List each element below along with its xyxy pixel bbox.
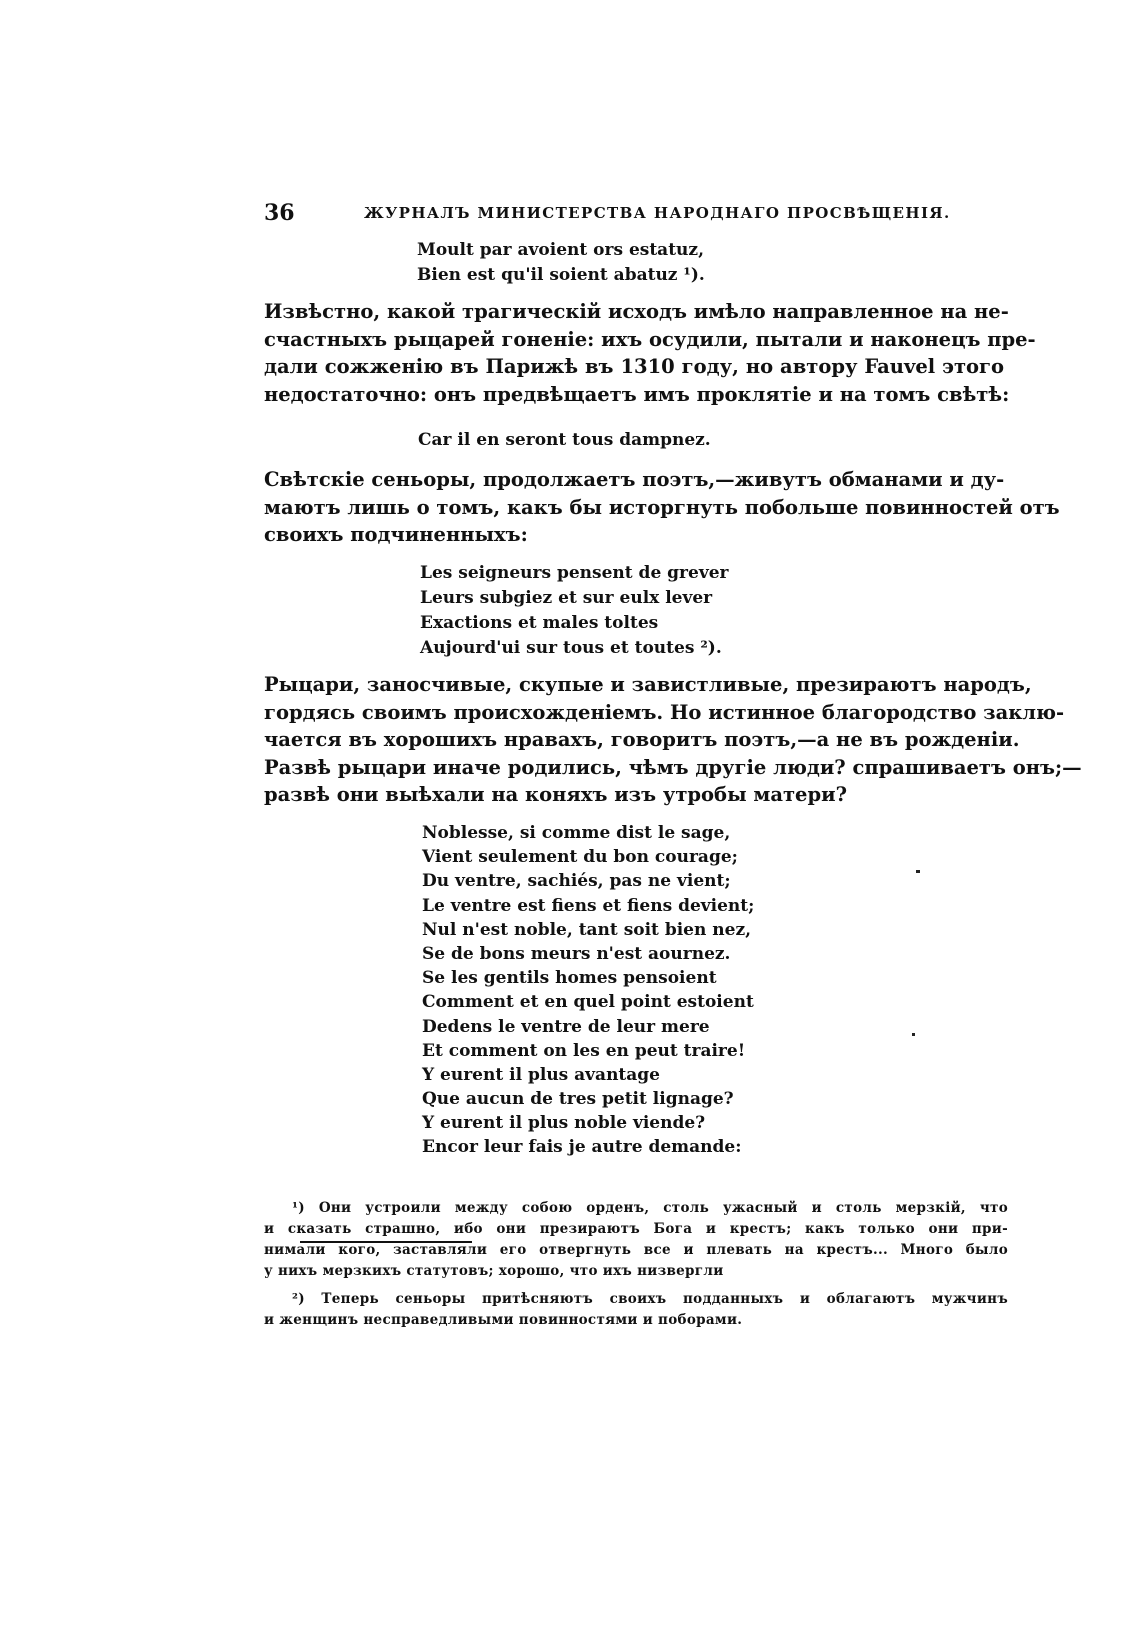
paragraph-line: Извѣстно, какой трагическій исходъ имѣло направленное на не- xyxy=(264,300,1009,323)
verse-line: Du ventre, sachiés, pas ne vient; xyxy=(422,871,731,892)
verse-line: Noblesse, si comme dist le sage, xyxy=(422,823,731,843)
footnote-line: ²) Теперь сеньоры притѣсняютъ своихъ подданныхъ и облагаютъ мужчинъ xyxy=(292,1291,1008,1307)
verse-block-1 xyxy=(417,238,705,288)
footnote-1 xyxy=(264,1198,1008,1282)
footnote-line: и женщинъ несправедливыми повинностями и поборами. xyxy=(264,1312,743,1328)
verse-block-4 xyxy=(422,821,754,1160)
verse-line: Bien est qu'il soient abatuz ¹). xyxy=(417,265,705,285)
paragraph-line: дали сожженію въ Парижѣ въ 1310 году, но автору Fauvel этого xyxy=(264,355,1004,378)
paragraph-line: развѣ они выѣхали на коняхъ изъ утробы матери? xyxy=(264,783,847,806)
verse-line: Le ventre est fiens et fiens devient; xyxy=(422,895,755,916)
verse-line: Se de bons meurs n'est aournez. xyxy=(422,943,731,964)
verse-line: Exactions et males toltes xyxy=(420,613,659,633)
paragraph-line: Свѣтскіе сеньоры, продолжаетъ поэтъ,—живутъ обманами и ду- xyxy=(264,468,1005,491)
verse-line: Y eurent il plus noble viende? xyxy=(422,1113,706,1134)
paragraph-line: недостаточно: онъ предвѣщаетъ имъ проклятіе и на томъ свѣтѣ: xyxy=(264,382,1010,406)
verse-line: Que aucun de tres petit lignage? xyxy=(422,1089,734,1110)
verse-line: Comment et en quel point estoient xyxy=(422,992,754,1013)
verse-line: Les seigneurs pensent de grever xyxy=(420,563,729,583)
paragraph-line: гордясь своимъ происхожденіемъ. Но истинное благородство заклю- xyxy=(264,700,1065,724)
paragraph-line: своихъ подчиненныхъ: xyxy=(264,523,528,546)
verse-line: Aujourd'ui sur tous et toutes ²). xyxy=(420,638,722,658)
paragraph-3 xyxy=(264,671,1082,809)
footnote-line: нимали кого, заставляли его отвергнуть все и плевать на крестъ... Много было xyxy=(264,1242,1008,1258)
page-number: 36 xyxy=(264,200,295,226)
paragraph-2 xyxy=(264,466,1060,549)
footnote-line: у нихъ мерзкихъ статутовъ; хорошо, что ихъ низвергли xyxy=(264,1263,724,1279)
page-header xyxy=(264,200,1004,228)
paragraph-line: маютъ лишь о томъ, какъ бы исторгнуть побольше повинностей отъ xyxy=(264,495,1060,519)
verse-line: Se les gentils homes pensoient xyxy=(422,968,717,989)
footnote-2 xyxy=(264,1289,1008,1331)
paragraph-line: счастныхъ рыцарей гоненіе: ихъ осудили, пытали и наконецъ пре- xyxy=(264,327,1036,351)
paragraph-line: чается въ хорошихъ нравахъ, говоритъ поэтъ,—а не въ рожденіи. xyxy=(264,728,1020,751)
running-title: ЖУРНАЛЪ МИНИСТЕРСТВА НАРОДНАГО ПРОСВѢЩЕНІЯ. xyxy=(364,204,951,222)
footnote-line: ¹) Они устроили между собою орденъ, столь ужасный и столь мерзкій, что xyxy=(292,1200,1008,1216)
verse-line: Encor leur fais je autre demande: xyxy=(422,1137,742,1158)
verse-line: Leurs subgiez et sur eulx lever xyxy=(420,588,713,608)
verse-line: Dedens le ventre de leur mere xyxy=(422,1016,710,1037)
paragraph-line: Рыцари, заносчивые, скупые и завистливые, презираютъ народъ, xyxy=(264,673,1032,696)
verse-line: Y eurent il plus avantage xyxy=(422,1064,660,1085)
verse-line-single: Car il en seront tous dampnez. xyxy=(418,430,711,450)
print-speck xyxy=(916,870,920,873)
verse-line: Moult par avoient ors estatuz, xyxy=(417,240,704,260)
paragraph-1 xyxy=(264,298,1036,408)
verse-block-3 xyxy=(420,561,728,661)
footnote-line: и сказать страшно, ибо они презираютъ Бога и крестъ; какъ только они при- xyxy=(264,1221,1008,1237)
verse-line: Et comment on les en peut traire! xyxy=(422,1040,746,1061)
print-speck xyxy=(912,1033,915,1036)
verse-line: Nul n'est noble, tant soit bien nez, xyxy=(422,919,752,940)
verse-line: Vient seulement du bon courage; xyxy=(422,847,738,868)
paragraph-line: Развѣ рыцари иначе родились, чѣмъ другіе люди? спрашиваетъ онъ;— xyxy=(264,755,1082,779)
